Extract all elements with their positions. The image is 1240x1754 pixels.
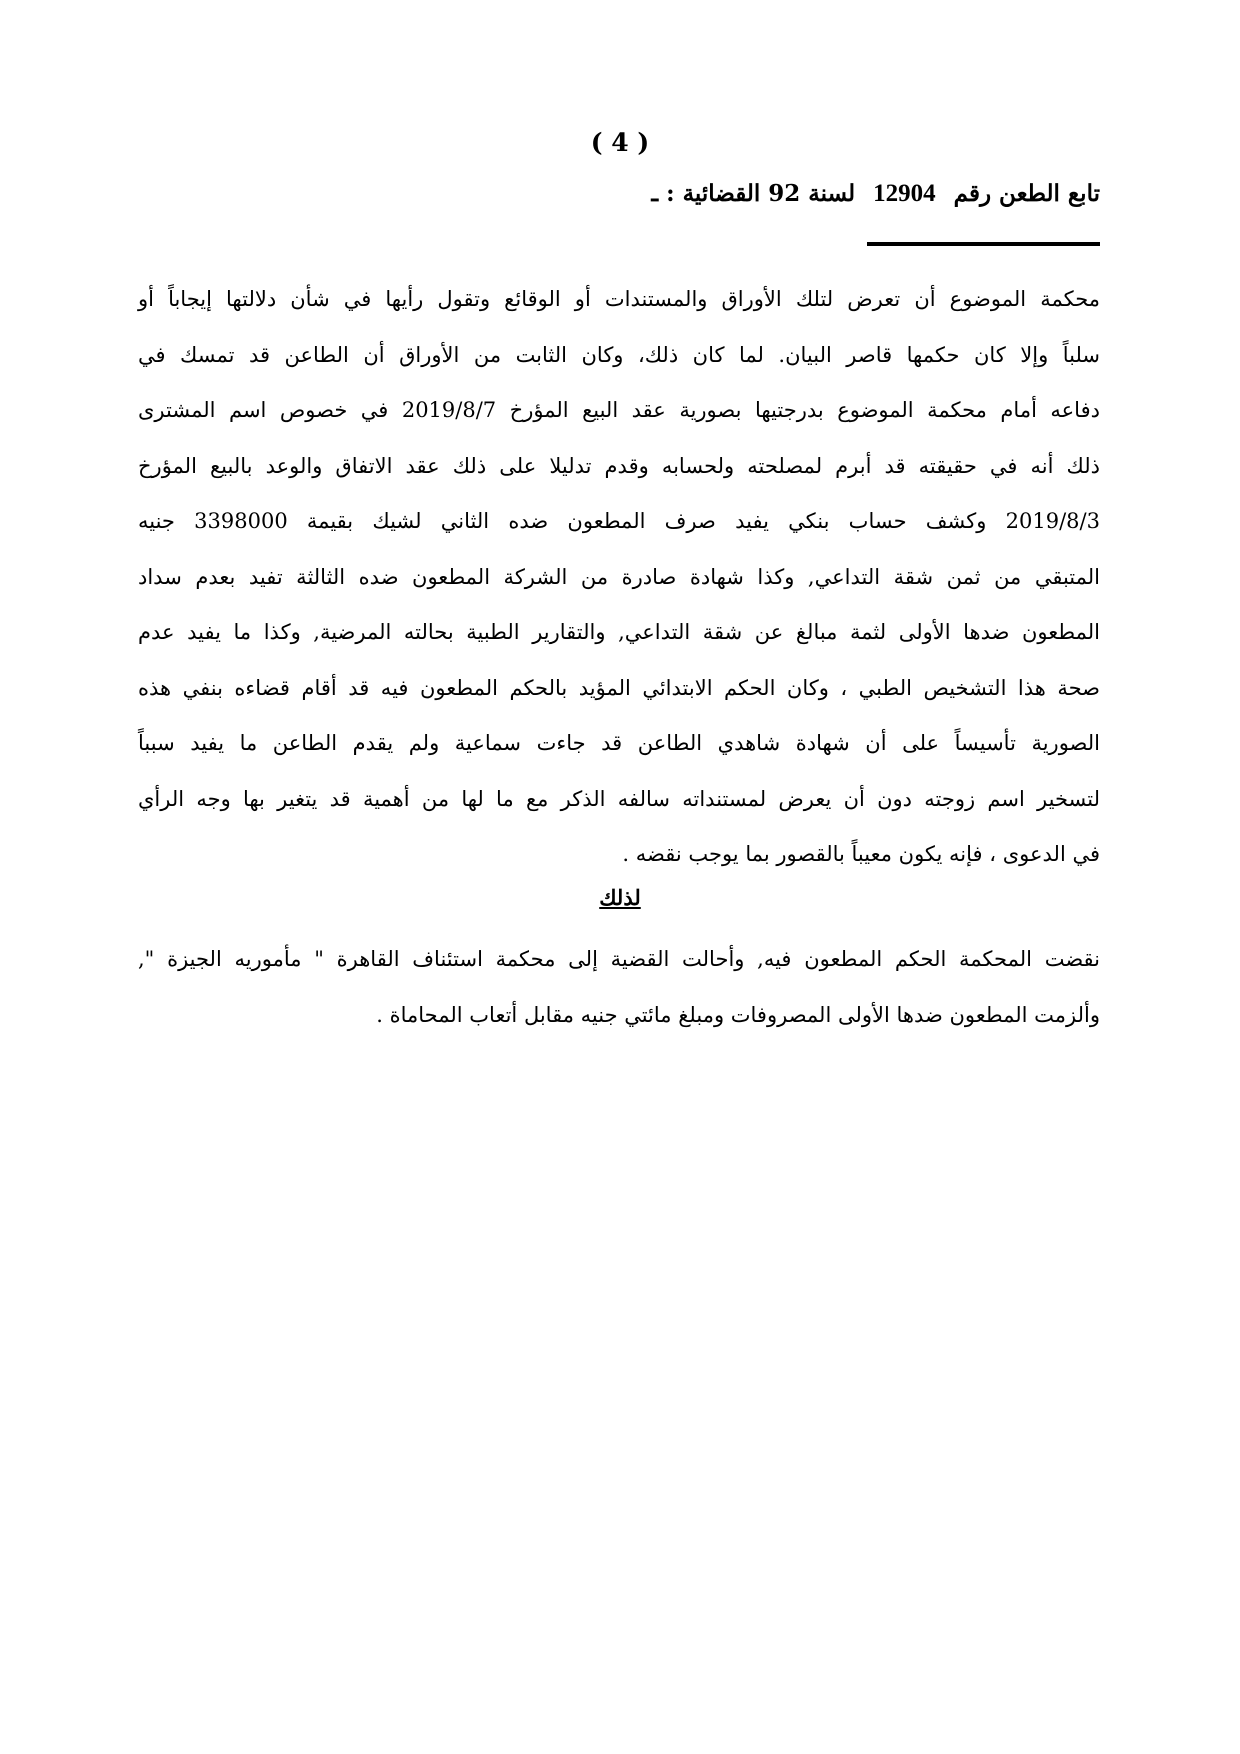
reasoning-paragraph	[138, 272, 1100, 883]
case-header	[641, 180, 1100, 208]
paragraph-line: صحة هذا التشخيص الطبي ، وكان الحكم الابتدائي المؤيد بالحكم المطعون فيه قد أقام قضاءه بنفي هذه	[138, 675, 1100, 700]
case-number: 12904	[873, 180, 936, 207]
case-header-prefix: تابع الطعن رقم	[953, 180, 1100, 207]
paragraph-line: دفاعه أمام محكمة الموضوع بدرجتيها بصورية عقد البيع المؤرخ 2019/8/7 في خصوص اسم المشترى	[138, 398, 1100, 422]
paragraph-line: لتسخير اسم زوجته دون أن يعرض لمستنداته سالفه الذكر مع ما لها من أهمية قد يتغير بها وجه الرأي	[138, 786, 1100, 811]
paragraph-line: المطعون ضدها الأولى لثمة مبالغ عن شقة التداعي, والتقارير الطبية بحالته المرضية, وكذا ما يفيد عدم	[138, 620, 1100, 644]
paragraph-line: الصورية تأسيساً على أن شهادة شاهدي الطاعن قد جاءت سماعية ولم يقدم الطاعن ما يفيد سبباً	[138, 731, 1100, 755]
ruling-heading: لذلك	[599, 885, 641, 910]
paragraph-line: في الدعوى ، فإنه يكون معيباً بالقصور بما يوجب نقضه .	[622, 842, 1100, 866]
header-divider	[867, 242, 1100, 246]
case-year-label: لسنة 92 القضائية : ـ	[651, 180, 856, 207]
paragraph-line: محكمة الموضوع أن تعرض لتلك الأوراق والمستندات أو الوقائع وتقول رأيها في شأن دلالتها إيجاباً أو	[138, 287, 1100, 311]
page-number: ( 4 )	[590, 128, 650, 157]
paragraph-line: المتبقي من ثمن شقة التداعي, وكذا شهادة صادرة من الشركة المطعون ضده الثالثة تفيد بعدم سداد	[138, 564, 1100, 589]
ruling-line: نقضت المحكمة الحكم المطعون فيه, وأحالت القضية إلى محكمة استئناف القاهرة " مأموريه الجيزة ",	[138, 947, 1100, 971]
paragraph-line: ذلك أنه في حقيقته قد أبرم لمصلحته ولحسابه وقدم تدليلا على ذلك عقد الاتفاق والوعد بالبيع المؤرخ	[138, 453, 1100, 478]
paragraph-line: سلباً وإلا كان حكمها قاصر البيان. لما كان ذلك، وكان الثابت من الأوراق أن الطاعن قد تمسك في	[138, 342, 1100, 367]
ruling-line: وألزمت المطعون ضدها الأولى المصروفات ومبلغ مائتي جنيه مقابل أتعاب المحاماة .	[376, 1002, 1100, 1027]
paragraph-line: 2019/8/3 وكشف حساب بنكي يفيد صرف المطعون ضده الثاني لشيك بقيمة 3398000 جنيه	[138, 509, 1100, 533]
ruling-paragraph	[138, 932, 1100, 1043]
